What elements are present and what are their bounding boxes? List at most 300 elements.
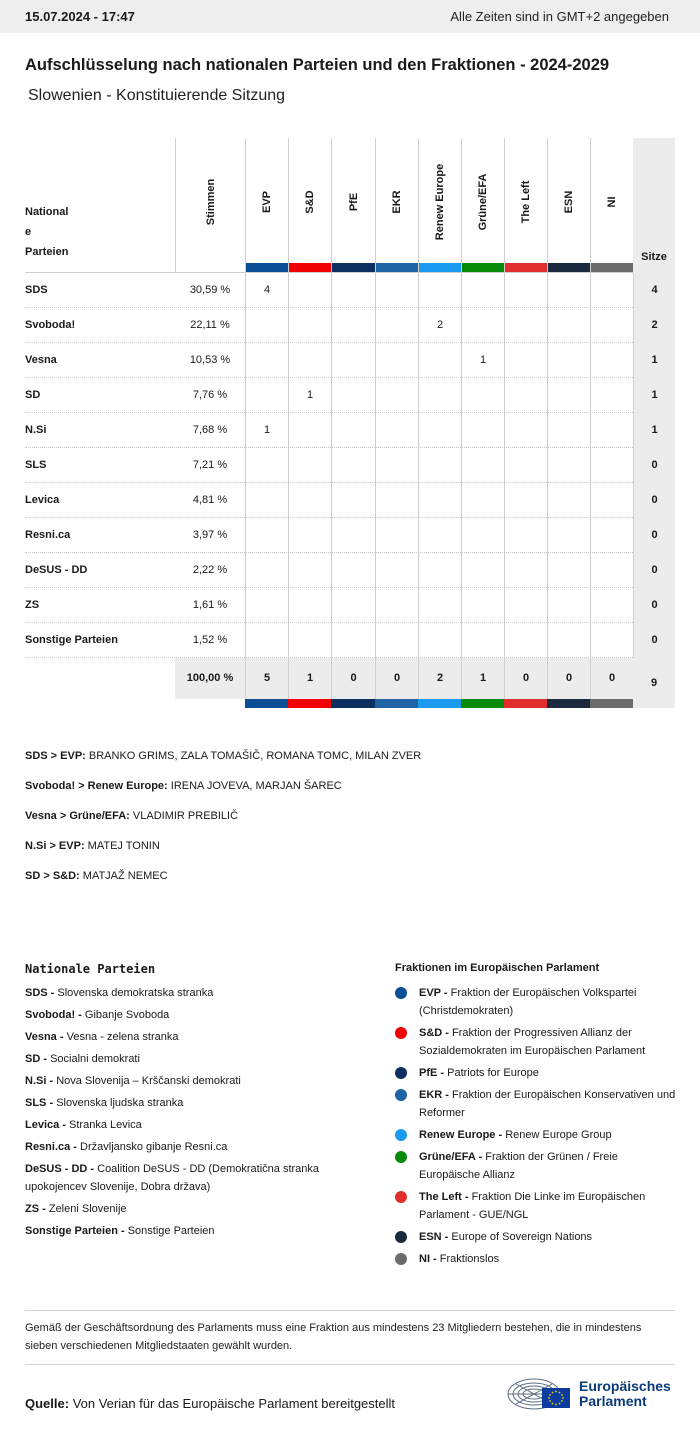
group-seat-cell bbox=[288, 343, 331, 378]
group-header-col bbox=[418, 138, 461, 272]
transition-members: MATEJ TONIN bbox=[87, 840, 160, 852]
group-seat-cell bbox=[375, 343, 418, 378]
party-seats: 0 bbox=[633, 588, 675, 623]
top-bar bbox=[0, 0, 700, 33]
total-group-seats: 5 bbox=[245, 658, 288, 699]
group-seat-cell bbox=[590, 413, 633, 448]
group-seat-cell: 2 bbox=[418, 308, 461, 343]
total-seats: 9 bbox=[633, 658, 675, 708]
group-color-bar bbox=[418, 699, 461, 708]
group-header-col bbox=[547, 138, 590, 272]
group-seat-cell bbox=[375, 448, 418, 483]
group-seat-cell bbox=[418, 623, 461, 658]
national-party-legend-item bbox=[25, 1094, 375, 1112]
ep-logo bbox=[506, 1372, 676, 1414]
transition-item bbox=[25, 750, 421, 780]
party-name: DeSUS - DD bbox=[25, 564, 88, 576]
table-row bbox=[25, 308, 675, 343]
group-color-bar bbox=[245, 699, 288, 708]
party-abbr: SLS - bbox=[25, 1097, 54, 1109]
group-color-bar bbox=[548, 263, 590, 272]
group-fullname: Patriots for Europe bbox=[447, 1067, 539, 1079]
group-header-label: Grüne/EFA bbox=[477, 173, 489, 231]
group-abbr: EVP - bbox=[419, 987, 448, 999]
group-header-col bbox=[590, 138, 633, 272]
group-header-wrap bbox=[332, 138, 375, 266]
party-fullname: Zeleni Slovenije bbox=[48, 1203, 127, 1215]
transition-item bbox=[25, 780, 421, 810]
group-seat-cell: 1 bbox=[245, 413, 288, 448]
table-body bbox=[25, 273, 675, 658]
group-header-col bbox=[245, 138, 288, 272]
group-abbr: NI - bbox=[419, 1253, 437, 1265]
group-seat-cell bbox=[504, 378, 547, 413]
groups-legend bbox=[395, 962, 680, 1272]
group-seat-cell bbox=[461, 378, 504, 413]
group-color-dot bbox=[395, 1129, 407, 1141]
group-abbr: Grüne/EFA - bbox=[419, 1151, 483, 1163]
party-votes: 1,52 % bbox=[192, 634, 228, 646]
group-color-dot bbox=[395, 987, 407, 999]
group-legend-item bbox=[395, 1188, 680, 1224]
party-abbr: SD - bbox=[25, 1053, 47, 1065]
party-abbr: Vesna - bbox=[25, 1031, 64, 1043]
table-header bbox=[25, 138, 675, 273]
group-fullname: Fraktion der Grünen / Freie Europäische Allianz bbox=[419, 1151, 618, 1181]
seats-header: Sitze bbox=[641, 251, 667, 263]
group-seat-cell bbox=[504, 413, 547, 448]
party-abbr: Resni.ca - bbox=[25, 1141, 77, 1153]
group-seat-cell bbox=[461, 518, 504, 553]
group-seat-cell bbox=[418, 413, 461, 448]
table-row bbox=[25, 413, 675, 448]
group-seat-cell bbox=[590, 343, 633, 378]
national-legend-title: Nationale Parteien bbox=[25, 962, 156, 976]
party-fullname: Sonstige Parteien bbox=[127, 1225, 215, 1237]
group-seat-cell bbox=[504, 483, 547, 518]
group-color-dot bbox=[395, 1067, 407, 1079]
group-color-dot bbox=[395, 1089, 407, 1101]
group-seat-cell bbox=[245, 378, 288, 413]
national-party-legend-item bbox=[25, 1160, 375, 1196]
group-abbr: PfE - bbox=[419, 1067, 445, 1079]
transition-item bbox=[25, 810, 421, 840]
national-parties-header: National e Parteien bbox=[25, 206, 69, 258]
transition-item bbox=[25, 870, 421, 900]
group-color-bar bbox=[504, 699, 547, 708]
group-seat-cell bbox=[288, 308, 331, 343]
group-seat-cell bbox=[331, 308, 375, 343]
group-header-label: Renew Europe bbox=[434, 163, 446, 241]
source-label: Quelle: bbox=[25, 1396, 70, 1411]
group-seat-cell bbox=[375, 413, 418, 448]
national-party-legend-item bbox=[25, 1116, 375, 1134]
group-seat-cell bbox=[547, 518, 590, 553]
group-seat-cell bbox=[547, 588, 590, 623]
group-header-wrap bbox=[548, 138, 590, 266]
group-seat-cell bbox=[375, 273, 418, 308]
party-name: Vesna bbox=[25, 354, 57, 366]
votes-header-wrap bbox=[176, 138, 245, 266]
national-party-legend-item bbox=[25, 1200, 375, 1218]
group-seat-cell bbox=[245, 553, 288, 588]
party-votes: 2,22 % bbox=[192, 564, 228, 576]
party-abbr: ZS - bbox=[25, 1203, 46, 1215]
party-votes: 7,21 % bbox=[192, 459, 228, 471]
group-seat-cell bbox=[590, 483, 633, 518]
party-votes: 4,81 % bbox=[192, 494, 228, 506]
group-seat-cell bbox=[504, 553, 547, 588]
national-party-legend-item bbox=[25, 1072, 375, 1090]
transition-label: Vesna > Grüne/EFA: bbox=[25, 810, 130, 822]
group-seat-cell bbox=[245, 588, 288, 623]
group-fullname: Renew Europe Group bbox=[505, 1129, 612, 1141]
group-header-col bbox=[288, 138, 331, 272]
group-color-bar bbox=[505, 263, 547, 272]
group-fullname: Fraktion der Europäischen Konservativen und Reformer bbox=[419, 1089, 676, 1119]
footnote: Gemäß der Geschäftsordnung des Parlaments muss eine Fraktion aus mindestens 23 Mitgliedern bestehen, die in mindestens sieben verschiedenen Mitgliedstaaten gewählt wurden. bbox=[25, 1310, 675, 1365]
transition-label: SD > S&D: bbox=[25, 870, 80, 882]
group-seat-cell bbox=[461, 448, 504, 483]
group-seat-cell bbox=[504, 308, 547, 343]
group-seat-cell: 1 bbox=[461, 343, 504, 378]
group-seat-cell bbox=[590, 308, 633, 343]
group-header-label: S&D bbox=[304, 190, 316, 214]
party-name: SLS bbox=[25, 459, 47, 471]
group-color-bar bbox=[331, 699, 375, 708]
transition-label: Svoboda! > Renew Europe: bbox=[25, 780, 168, 792]
group-color-dot bbox=[395, 1253, 407, 1265]
group-seat-cell bbox=[461, 623, 504, 658]
party-votes: 3,97 % bbox=[192, 529, 228, 541]
group-seat-cell bbox=[331, 518, 375, 553]
group-seat-cell bbox=[375, 483, 418, 518]
group-fullname: Fraktion der Europäischen Volkspartei (Christdemokraten) bbox=[419, 987, 637, 1017]
group-seat-cell bbox=[288, 588, 331, 623]
party-fullname: Slovenska ljudska stranka bbox=[56, 1097, 184, 1109]
party-seats: 0 bbox=[633, 483, 675, 518]
group-seat-cell bbox=[375, 378, 418, 413]
transition-members: IRENA JOVEVA, MARJAN ŠAREC bbox=[170, 780, 342, 792]
group-seat-cell bbox=[547, 623, 590, 658]
group-seat-cell bbox=[288, 623, 331, 658]
national-party-legend-item bbox=[25, 1028, 375, 1046]
parliament-hemicycle-icon bbox=[506, 1372, 572, 1412]
group-color-bar bbox=[462, 263, 504, 272]
group-header-label: EVP bbox=[261, 190, 273, 214]
group-seat-cell bbox=[245, 483, 288, 518]
group-seat-cell bbox=[245, 623, 288, 658]
group-seat-cell: 4 bbox=[245, 273, 288, 308]
group-header-label: ESN bbox=[563, 190, 575, 214]
transition-members: BRANKO GRIMS, ZALA TOMAŠIČ, ROMANA TOMC, MILAN ZVER bbox=[88, 750, 422, 762]
group-header-col bbox=[331, 138, 375, 272]
group-seat-cell bbox=[461, 553, 504, 588]
group-seat-cell bbox=[461, 273, 504, 308]
group-header-label: The Left bbox=[520, 180, 532, 224]
group-seat-cell bbox=[547, 483, 590, 518]
page-subtitle: Slowenien - Konstituierende Sitzung bbox=[28, 87, 286, 104]
group-header-col bbox=[504, 138, 547, 272]
group-seat-cell bbox=[418, 483, 461, 518]
party-name: ZS bbox=[25, 599, 40, 611]
group-seat-cell bbox=[504, 448, 547, 483]
group-seat-cell bbox=[288, 483, 331, 518]
party-abbr: DeSUS - DD - bbox=[25, 1163, 95, 1175]
national-parties-legend bbox=[25, 962, 375, 1244]
party-seats: 0 bbox=[633, 518, 675, 553]
group-seat-cell bbox=[331, 483, 375, 518]
group-header-label: NI bbox=[606, 196, 618, 208]
group-color-bar bbox=[246, 263, 288, 272]
group-seat-cell bbox=[245, 343, 288, 378]
group-legend-item bbox=[395, 1228, 680, 1246]
group-seat-cell bbox=[331, 273, 375, 308]
table-row bbox=[25, 588, 675, 623]
group-seat-cell bbox=[418, 588, 461, 623]
party-fullname: Gibanje Svoboda bbox=[84, 1009, 170, 1021]
seats-header-col bbox=[633, 138, 675, 273]
group-color-dot bbox=[395, 1231, 407, 1243]
group-header-wrap bbox=[462, 138, 504, 266]
group-seat-cell bbox=[288, 448, 331, 483]
party-fullname: Nova Slovenija – Krščanski demokrati bbox=[56, 1075, 241, 1087]
party-abbr: Svoboda! - bbox=[25, 1009, 82, 1021]
group-fullname: Europe of Sovereign Nations bbox=[451, 1231, 593, 1243]
group-fullname: Fraktion Die Linke im Europäischen Parlament - GUE/NGL bbox=[419, 1191, 646, 1221]
transition-members: VLADIMIR PREBILIČ bbox=[132, 810, 239, 822]
group-abbr: The Left - bbox=[419, 1191, 469, 1203]
group-header-wrap bbox=[289, 138, 331, 266]
party-seats: 2 bbox=[633, 308, 675, 343]
group-abbr: EKR - bbox=[419, 1089, 449, 1101]
group-color-bar bbox=[591, 263, 633, 272]
group-color-bar bbox=[376, 263, 418, 272]
group-color-dot bbox=[395, 1191, 407, 1203]
transition-members: MATJAŽ NEMEC bbox=[82, 870, 168, 882]
group-color-bar bbox=[289, 263, 331, 272]
party-fullname: Državljansko gibanje Resni.ca bbox=[80, 1141, 228, 1153]
logo-text: Europäisches Parlament bbox=[579, 1378, 671, 1409]
national-party-legend-item bbox=[25, 984, 375, 1002]
group-seat-cell bbox=[590, 378, 633, 413]
party-votes: 7,76 % bbox=[192, 389, 228, 401]
national-party-legend-item bbox=[25, 1006, 375, 1024]
total-group-seats: 2 bbox=[418, 658, 461, 699]
table-row bbox=[25, 518, 675, 553]
group-seat-cell bbox=[418, 518, 461, 553]
transitions-list bbox=[25, 750, 421, 900]
group-legend-item bbox=[395, 984, 680, 1020]
party-name: Resni.ca bbox=[25, 529, 71, 541]
party-fullname: Stranka Levica bbox=[69, 1119, 142, 1131]
table-row bbox=[25, 623, 675, 658]
party-seats: 0 bbox=[633, 448, 675, 483]
group-seat-cell bbox=[375, 518, 418, 553]
group-seat-cell bbox=[418, 273, 461, 308]
party-name: Svoboda! bbox=[25, 319, 76, 331]
party-seats: 4 bbox=[633, 273, 675, 308]
group-seat-cell bbox=[245, 308, 288, 343]
group-color-bar bbox=[332, 263, 375, 272]
transition-label: N.Si > EVP: bbox=[25, 840, 85, 852]
table-row bbox=[25, 378, 675, 413]
group-seat-cell bbox=[418, 448, 461, 483]
results-table bbox=[25, 138, 675, 708]
group-seat-cell bbox=[461, 588, 504, 623]
group-seat-cell bbox=[590, 623, 633, 658]
group-seat-cell bbox=[504, 273, 547, 308]
group-seat-cell bbox=[288, 553, 331, 588]
party-abbr: Levica - bbox=[25, 1119, 66, 1131]
group-seat-cell bbox=[547, 553, 590, 588]
group-abbr: ESN - bbox=[419, 1231, 449, 1243]
party-seats: 1 bbox=[633, 413, 675, 448]
group-seat-cell bbox=[331, 448, 375, 483]
group-seat-cell bbox=[547, 413, 590, 448]
total-group-seats: 0 bbox=[375, 658, 418, 699]
party-fullname: Socialni demokrati bbox=[50, 1053, 140, 1065]
group-seat-cell bbox=[288, 273, 331, 308]
group-header-wrap bbox=[376, 138, 418, 266]
group-seat-cell bbox=[331, 378, 375, 413]
group-legend-item bbox=[395, 1250, 680, 1268]
group-seat-cell bbox=[590, 448, 633, 483]
total-group-seats: 0 bbox=[504, 658, 547, 699]
group-legend-item bbox=[395, 1126, 680, 1144]
group-color-bar bbox=[375, 699, 418, 708]
group-seat-cell bbox=[375, 623, 418, 658]
party-votes: 1,61 % bbox=[192, 599, 228, 611]
group-fullname: Fraktionslos bbox=[439, 1253, 500, 1265]
transition-label: SDS > EVP: bbox=[25, 750, 86, 762]
total-votes: 100,00 % bbox=[175, 658, 245, 699]
total-group-seats: 1 bbox=[461, 658, 504, 699]
group-header-col bbox=[375, 138, 418, 272]
votes-header-col bbox=[175, 138, 245, 272]
party-fullname: Vesna - zelena stranka bbox=[66, 1031, 179, 1043]
table-row bbox=[25, 273, 675, 308]
group-seat-cell bbox=[331, 623, 375, 658]
party-fullname: Coalition DeSUS - DD (Demokratična stranka upokojencev Slovenije, Dobra država) bbox=[25, 1163, 320, 1193]
page-title: Aufschlüsselung nach nationalen Parteien und den Fraktionen - 2024-2029 bbox=[25, 56, 610, 74]
party-votes: 22,11 % bbox=[190, 319, 230, 331]
group-header-col bbox=[461, 138, 504, 272]
party-votes: 30,59 % bbox=[189, 284, 231, 296]
group-seat-cell bbox=[331, 413, 375, 448]
party-name: Sonstige Parteien bbox=[25, 634, 118, 646]
group-abbr: Renew Europe - bbox=[419, 1129, 503, 1141]
group-seat-cell bbox=[504, 623, 547, 658]
national-party-legend-item bbox=[25, 1222, 375, 1240]
group-seat-cell bbox=[331, 553, 375, 588]
group-legend-item bbox=[395, 1086, 680, 1122]
timezone-note: Alle Zeiten sind in GMT+2 angegeben bbox=[450, 9, 669, 24]
group-seat-cell bbox=[590, 553, 633, 588]
group-seat-cell bbox=[547, 308, 590, 343]
group-color-bar bbox=[590, 699, 633, 708]
party-name: SD bbox=[25, 389, 41, 401]
group-seat-cell bbox=[590, 588, 633, 623]
party-seats: 0 bbox=[633, 623, 675, 658]
group-seat-cell bbox=[418, 343, 461, 378]
table-row bbox=[25, 448, 675, 483]
group-legend-item bbox=[395, 1064, 680, 1082]
group-seat-cell bbox=[418, 378, 461, 413]
group-legend-item bbox=[395, 1024, 680, 1060]
group-color-bar bbox=[288, 699, 331, 708]
group-seat-cell bbox=[461, 483, 504, 518]
party-abbr: N.Si - bbox=[25, 1075, 54, 1087]
party-seats: 1 bbox=[633, 343, 675, 378]
group-seat-cell bbox=[547, 378, 590, 413]
group-color-dot bbox=[395, 1151, 407, 1163]
group-seat-cell bbox=[288, 413, 331, 448]
votes-header: Stimmen bbox=[204, 178, 217, 226]
party-seats: 1 bbox=[633, 378, 675, 413]
group-seat-cell bbox=[590, 273, 633, 308]
table-row bbox=[25, 553, 675, 588]
national-party-legend-item bbox=[25, 1050, 375, 1068]
party-seats: 0 bbox=[633, 553, 675, 588]
group-seat-cell bbox=[418, 553, 461, 588]
group-color-bar bbox=[419, 263, 461, 272]
group-header-label: EKR bbox=[391, 190, 403, 214]
group-seat-cell bbox=[331, 588, 375, 623]
group-seat-cell: 1 bbox=[288, 378, 331, 413]
group-seat-cell bbox=[375, 553, 418, 588]
table-row bbox=[25, 343, 675, 378]
group-color-bar bbox=[547, 699, 590, 708]
datetime: 15.07.2024 - 17:47 bbox=[25, 9, 135, 24]
party-abbr: Sonstige Parteien - bbox=[25, 1225, 125, 1237]
group-seat-cell bbox=[504, 518, 547, 553]
group-seat-cell bbox=[461, 413, 504, 448]
group-seat-cell bbox=[375, 588, 418, 623]
group-seat-cell bbox=[547, 343, 590, 378]
group-header-label: PfE bbox=[347, 192, 360, 212]
party-abbr: SDS - bbox=[25, 987, 55, 999]
national-party-legend-item bbox=[25, 1138, 375, 1156]
party-name: Levica bbox=[25, 494, 60, 506]
group-seat-cell bbox=[461, 308, 504, 343]
group-seat-cell bbox=[375, 308, 418, 343]
total-group-seats: 1 bbox=[288, 658, 331, 699]
party-name: SDS bbox=[25, 284, 48, 296]
group-header-wrap bbox=[419, 138, 461, 266]
group-seat-cell bbox=[331, 343, 375, 378]
total-group-seats: 0 bbox=[331, 658, 375, 699]
totals-row bbox=[25, 658, 675, 708]
total-group-seats: 0 bbox=[547, 658, 590, 699]
group-seat-cell bbox=[504, 343, 547, 378]
group-seat-cell bbox=[504, 588, 547, 623]
groups-legend-title: Fraktionen im Europäischen Parlament bbox=[395, 962, 600, 974]
total-group-seats: 0 bbox=[590, 658, 633, 699]
transition-item bbox=[25, 840, 421, 870]
group-legend-item bbox=[395, 1148, 680, 1184]
group-header-wrap bbox=[246, 138, 288, 266]
group-seat-cell bbox=[288, 518, 331, 553]
source-text: Von Verian für das Europäische Parlament bereitgestellt bbox=[72, 1396, 396, 1411]
table-row bbox=[25, 483, 675, 518]
party-name: N.Si bbox=[25, 424, 47, 436]
source bbox=[25, 1396, 395, 1411]
party-votes: 10,53 % bbox=[189, 354, 231, 366]
group-seat-cell bbox=[547, 273, 590, 308]
group-color-bar bbox=[461, 699, 504, 708]
group-seat-cell bbox=[245, 518, 288, 553]
